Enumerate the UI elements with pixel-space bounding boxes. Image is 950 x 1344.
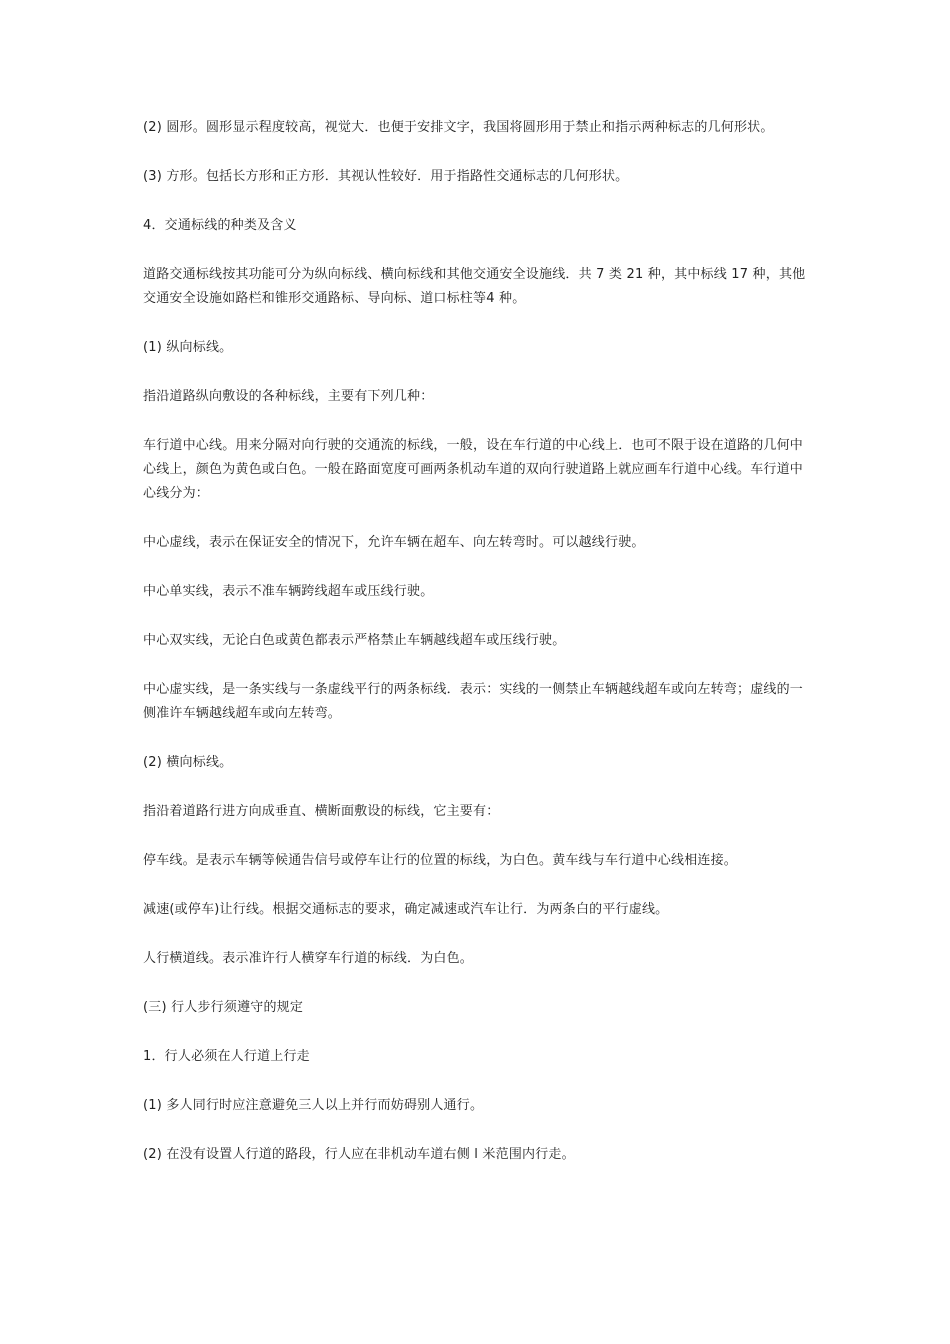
- paragraph-center-line: 车行道中心线。用来分隔对向行驶的交通流的标线，一般，设在车行道的中心线上．也可不限于设在道路的几何中心线上，颜色为黄色或白色。一般在路面宽度可画两条机动车道的双向行驶道路上就应画车行道中心线。车行道中心线分为：: [143, 438, 804, 501]
- paragraph-no-sidewalk: (2) 在没有设置人行道的路段，行人应在非机动车道右侧 l 米范围内行走。: [143, 1147, 575, 1162]
- paragraph-group-walking: (1) 多人同行时应注意避免三人以上并行而妨碍别人通行。: [143, 1098, 484, 1113]
- section-heading-marking-types: 4．交通标线的种类及含义: [143, 218, 297, 233]
- paragraph-square-shape: (3) 方形。包括长方形和正方形．其视认性较好．用于指路性交通标志的几何形状。: [143, 169, 629, 184]
- subheading-walk-on-sidewalk: 1．行人必须在人行道上行走: [143, 1049, 310, 1064]
- paragraph-transverse-definition: 指沿着道路行进方向成垂直、横断面敷设的标线，它主要有：: [143, 804, 500, 819]
- paragraph-marking-overview: 道路交通标线按其功能可分为纵向标线、横向标线和其他交通安全设施线．共 7 类 21 种，其中标线 17 种，其他交通安全设施如路栏和锥形交通路标、导向标、道口标柱等4 种。: [143, 267, 806, 306]
- paragraph-stop-line: 停车线。是表示车辆等候通告信号或停车让行的位置的标线，为白色。黄车线与车行道中心线相连接。: [143, 853, 738, 868]
- paragraph-center-single-solid: 中心单实线，表示不准车辆跨线超车或压线行驶。: [143, 584, 434, 599]
- subheading-longitudinal-markings: (1) 纵向标线。: [143, 340, 233, 355]
- paragraph-center-dashed: 中心虚线，表示在保证安全的情况下，允许车辆在超车、向左转弯时。可以越线行驶。: [143, 535, 645, 550]
- section-heading-pedestrian-rules: (三) 行人步行须遵守的规定: [143, 1000, 304, 1015]
- paragraph-center-double-solid: 中心双实线，无论白色或黄色都表示严格禁止车辆越线超车或压线行驶。: [143, 633, 566, 648]
- paragraph-center-solid-dashed: 中心虚实线，是一条实线与一条虚线平行的两条标线．表示：实线的一侧禁止车辆越线超车或向左转弯；虚线的一侧准许车辆越线超车或向左转弯。: [143, 682, 804, 721]
- subheading-transverse-markings: (2) 横向标线。: [143, 755, 233, 770]
- paragraph-yield-line: 减速(或停车)让行线。根据交通标志的要求，确定减速或汽车让行．为两条白的平行虚线。: [143, 902, 669, 917]
- paragraph-longitudinal-definition: 指沿道路纵向敷设的各种标线，主要有下列几种：: [143, 389, 434, 404]
- document-body: [143, 116, 811, 1192]
- paragraph-circle-shape: (2) 圆形。圆形显示程度较高，视觉大．也便于安排文字，我国将圆形用于禁止和指示两种标志的几何形状。: [143, 120, 774, 135]
- paragraph-crosswalk: 人行横道线。表示准许行人横穿车行道的标线．为白色。: [143, 951, 474, 966]
